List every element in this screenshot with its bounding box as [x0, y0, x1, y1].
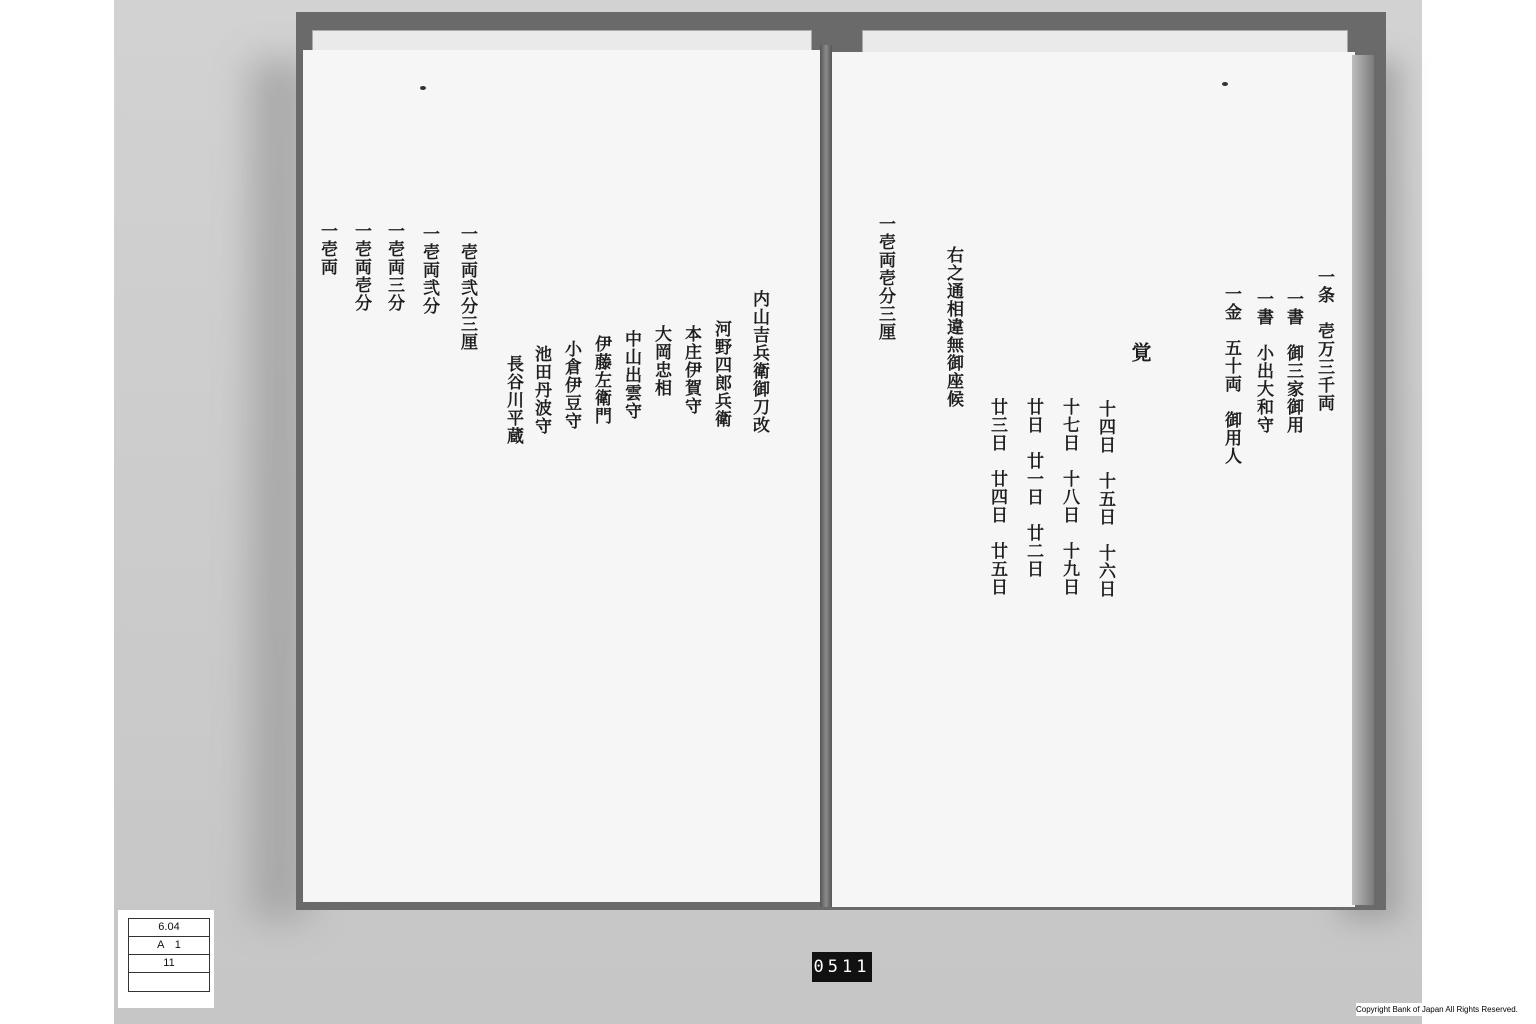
manuscript-column: 一壱両弐分: [419, 225, 439, 315]
manuscript-column: 伊藤左衛門: [591, 335, 611, 425]
archive-label-row: 11: [129, 955, 209, 973]
manuscript-column: 一書 御三家御用: [1283, 290, 1303, 434]
archive-label-table: [128, 918, 210, 992]
frame-number: 0511: [812, 952, 872, 982]
manuscript-column: 長谷川平蔵: [503, 355, 523, 445]
manuscript-column: 一壱両壱分: [351, 222, 371, 312]
manuscript-column: 一書 小出大和守: [1253, 290, 1273, 434]
manuscript-column: 小倉伊豆守: [561, 340, 581, 430]
copyright-notice: Copyright Bank of Japan All Rights Reserved.: [1356, 1003, 1534, 1016]
manuscript-column: 一壱両: [317, 222, 337, 276]
ink-spot: [1222, 82, 1228, 86]
manuscript-column: 本庄伊賀守: [681, 325, 701, 415]
archive-label-row: A 1: [129, 937, 209, 955]
book-gutter: [820, 45, 832, 907]
manuscript-column: 池田丹波守: [531, 345, 551, 435]
archive-label-row: 6.04: [129, 919, 209, 937]
manuscript-heading: 覚: [1128, 342, 1152, 363]
manuscript-column: 十七日 十八日 十九日: [1059, 398, 1079, 596]
manuscript-column: 一金 五十両 御用人: [1221, 285, 1241, 465]
manuscript-column: 河野四郎兵衛: [711, 320, 731, 428]
manuscript-column: 一条 壱万三千両: [1314, 268, 1334, 412]
manuscript-column: 内山吉兵衛御刀改: [749, 290, 769, 434]
manuscript-column: 一壱両弐分三厘: [457, 225, 477, 351]
manuscript-column: 中山出雲守: [621, 330, 641, 420]
ink-spot: [420, 86, 426, 90]
manuscript-column: 一壱両壱分三厘: [875, 215, 895, 341]
manuscript-column: 一壱両三分: [384, 222, 404, 312]
manuscript-column: 廿日 廿一日 廿二日: [1023, 398, 1043, 578]
manuscript-column: 大岡忠相: [651, 325, 671, 397]
archive-label-row: [129, 973, 209, 990]
manuscript-column: 右之通相違無御座候: [943, 246, 963, 408]
manuscript-column: 廿三日 廿四日 廿五日: [987, 398, 1007, 596]
manuscript-column: 十四日 十五日 十六日: [1095, 400, 1115, 598]
page-edges-right: [1352, 55, 1374, 905]
show-through-text: [900, 380, 926, 680]
